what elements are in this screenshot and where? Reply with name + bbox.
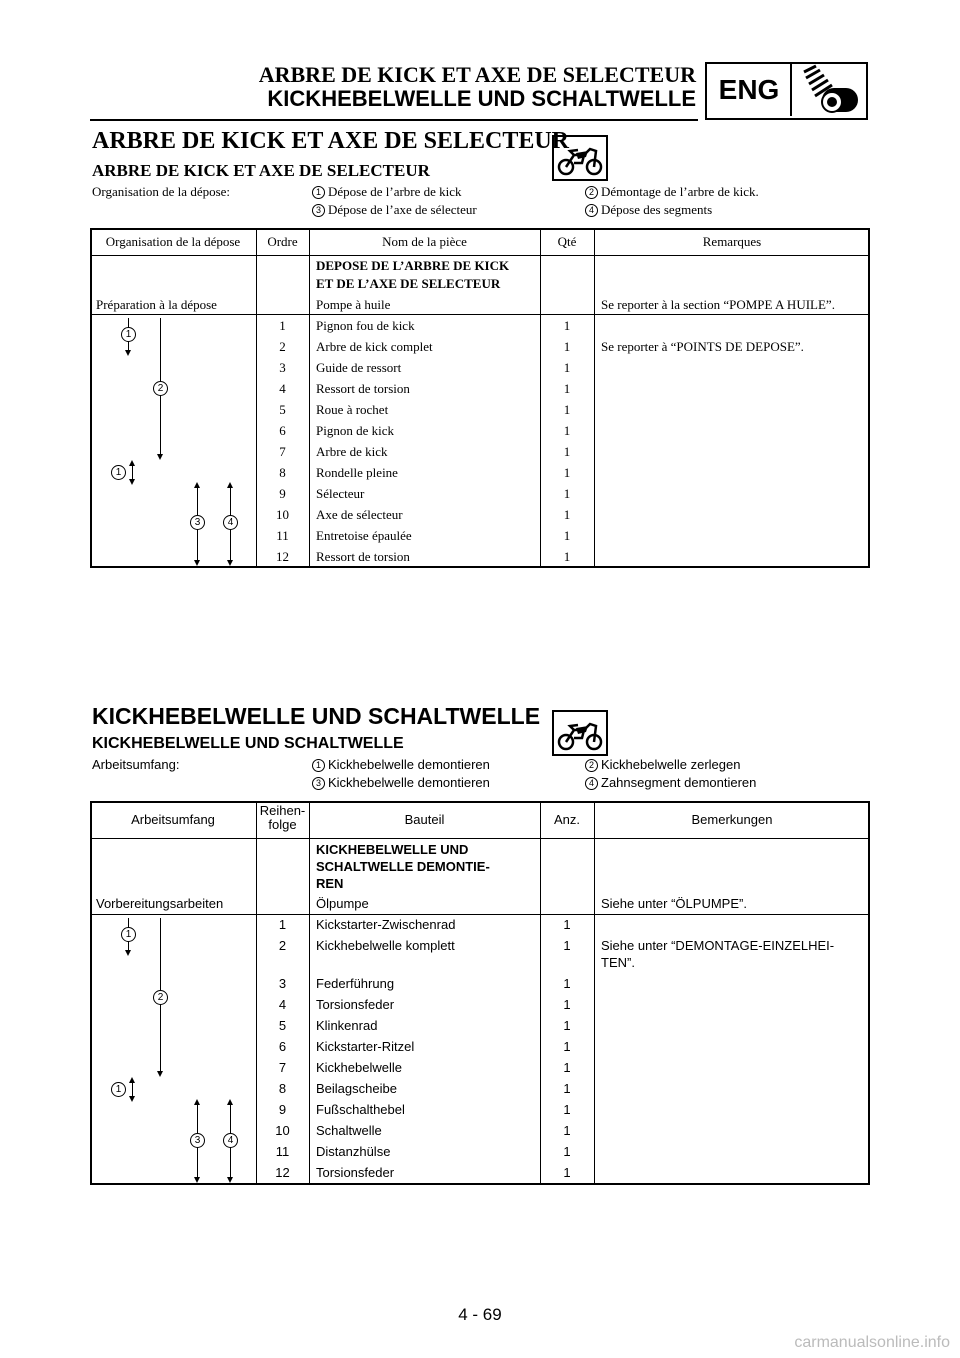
row-qty: 1 <box>563 507 571 522</box>
watermark: carmanualsonline.info <box>794 1334 950 1351</box>
row-qty: 1 <box>563 1165 571 1180</box>
arrow-down-icon <box>157 1071 163 1077</box>
marker-3: 3 <box>190 1133 205 1148</box>
row-qty: 1 <box>563 938 571 953</box>
procedure-title: REN <box>316 876 344 891</box>
row-remark-cont: TEN”. <box>601 955 635 970</box>
col-rule <box>309 801 310 1185</box>
row-qty: 1 <box>563 360 571 375</box>
row-order: 10 <box>275 1123 290 1138</box>
row-part: Guide de ressort <box>316 360 402 375</box>
row-order: 5 <box>279 402 286 417</box>
row-part: Schaltwelle <box>316 1123 382 1138</box>
section-title-de: KICKHEBELWELLE UND SCHALTWELLE <box>92 703 541 729</box>
step-text: Kickhebelwelle zerlegen <box>601 757 741 772</box>
row-part: Arbre de kick <box>316 444 388 459</box>
row-part: Entretoise épaulée <box>316 528 412 543</box>
step-number: 1 <box>312 186 325 199</box>
table-header-rule <box>90 838 870 839</box>
row-qty: 1 <box>563 976 571 991</box>
section-title-fr: ARBRE DE KICK ET AXE DE SELECTEUR <box>92 128 570 154</box>
row-qty: 1 <box>563 549 571 564</box>
table-prep-rule <box>90 914 870 915</box>
prep-label: Vorbereitungsarbeiten <box>96 896 224 911</box>
step-text: Kickhebelwelle demontieren <box>328 775 490 790</box>
row-order: 1 <box>278 917 287 932</box>
row-order: 4 <box>278 997 287 1012</box>
header-title-de: KICKHEBELWELLE UND SCHALTWELLE <box>267 86 696 111</box>
row-qty: 1 <box>563 318 571 333</box>
org-label-de: Arbeitsumfang: <box>92 757 180 772</box>
row-remark: Siehe unter “DEMONTAGE-EINZELHEI- <box>601 938 835 953</box>
arrow-down-icon <box>227 1177 233 1183</box>
marker-4: 4 <box>223 515 238 530</box>
row-part: Kickstarter-Ritzel <box>316 1039 415 1054</box>
arrow-down-icon <box>129 479 135 485</box>
col-header-remarks: Bemerkungen <box>691 812 773 827</box>
row-qty: 1 <box>563 1039 571 1054</box>
row-order: 6 <box>278 1039 287 1054</box>
prep-remark: Se reporter à la section “POMPE A HUILE”. <box>601 297 835 312</box>
row-part: Torsionsfeder <box>316 997 395 1012</box>
row-qty: 1 <box>563 1081 571 1096</box>
col-header-org: Organisation de la dépose <box>105 234 241 249</box>
row-part: Klinkenrad <box>316 1018 378 1033</box>
marker-1b: 1 <box>111 1082 126 1097</box>
header-title-fr: ARBRE DE KICK ET AXE DE SELECTEUR <box>258 62 696 87</box>
subsection-title-de: KICKHEBELWELLE UND SCHALTWELLE <box>92 735 404 752</box>
subsection-title-fr: ARBRE DE KICK ET AXE DE SELECTEUR <box>92 161 430 180</box>
row-order: 11 <box>276 528 289 543</box>
step-text: Dépose de l’arbre de kick <box>328 184 462 199</box>
table-prep-rule <box>90 314 870 315</box>
row-part: Federführung <box>316 976 395 991</box>
row-order: 3 <box>278 976 287 991</box>
row-part: Pignon fou de kick <box>316 318 415 333</box>
row-part: Torsionsfeder <box>316 1165 395 1180</box>
col-rule <box>309 228 310 568</box>
row-part: Pignon de kick <box>316 423 394 438</box>
row-part: Sélecteur <box>316 486 365 501</box>
row-part: Kickhebelwelle <box>316 1060 402 1075</box>
step-fr-2 <box>585 184 759 200</box>
arrow-down-icon <box>125 350 131 356</box>
arrow-down-icon <box>157 454 163 460</box>
procedure-title: SCHALTWELLE DEMONTIE- <box>316 859 490 874</box>
step-number: 2 <box>585 186 598 199</box>
table-header-rule <box>90 255 870 256</box>
prep-part: Pompe à huile <box>316 297 391 312</box>
step-fr-4 <box>585 202 712 218</box>
row-order: 12 <box>275 1165 290 1180</box>
arrow-down-icon <box>194 560 200 566</box>
row-order: 5 <box>278 1018 287 1033</box>
row-order: 4 <box>279 381 286 396</box>
motorcycle-icon <box>552 710 608 756</box>
arrow-down-icon <box>194 1177 200 1183</box>
step-de-2 <box>585 757 740 772</box>
row-part: Rondelle pleine <box>316 465 398 480</box>
row-part: Roue à rochet <box>316 402 389 417</box>
prep-label: Préparation à la dépose <box>96 297 217 312</box>
org-label-fr: Organisation de la dépose: <box>92 184 231 199</box>
row-order: 12 <box>276 549 289 564</box>
row-qty: 1 <box>563 1018 571 1033</box>
row-order: 11 <box>275 1144 290 1159</box>
col-header-qty: Qté <box>557 234 577 249</box>
row-qty: 1 <box>563 423 571 438</box>
col-header-order: Ordre <box>267 234 298 249</box>
col-header-order-1: Reihen- <box>259 803 306 818</box>
step-number: 4 <box>585 204 598 217</box>
step-fr-1 <box>312 184 462 200</box>
row-order: 7 <box>279 444 286 459</box>
row-part: Ressort de torsion <box>316 381 410 396</box>
row-qty: 1 <box>563 528 571 543</box>
step-number: 3 <box>312 777 325 790</box>
step-text: Zahnsegment demontieren <box>601 775 757 790</box>
row-remark: Se reporter à “POINTS DE DEPOSE”. <box>601 339 804 354</box>
col-header-org: Arbeitsumfang <box>131 812 215 827</box>
row-qty: 1 <box>563 465 571 480</box>
procedure-title: ET DE L’AXE DE SELECTEUR <box>316 276 501 291</box>
arrow-down-icon <box>227 560 233 566</box>
step-text: Dépose des segments <box>601 202 713 217</box>
step-number: 2 <box>585 759 598 772</box>
step-de-4 <box>585 775 756 790</box>
row-part: Kickhebelwelle komplett <box>316 938 455 953</box>
row-qty: 1 <box>563 444 571 459</box>
row-qty: 1 <box>563 1102 571 1117</box>
eng-badge-label: ENG <box>708 64 792 116</box>
col-header-order-2: folge <box>268 817 297 832</box>
row-qty: 1 <box>563 381 571 396</box>
row-part: Kickstarter-Zwischenrad <box>316 917 456 932</box>
step-text: Dépose de l’axe de sélecteur <box>328 202 477 217</box>
col-header-part: Nom de la pièce <box>382 234 467 249</box>
arrow-line <box>132 465 133 479</box>
row-order: 3 <box>279 360 286 375</box>
row-qty: 1 <box>563 339 571 354</box>
marker-3: 3 <box>190 515 205 530</box>
row-qty: 1 <box>563 1060 571 1075</box>
marker-4: 4 <box>223 1133 238 1148</box>
row-order: 8 <box>278 1081 287 1096</box>
step-de-1 <box>312 757 490 772</box>
row-qty: 1 <box>563 1123 571 1138</box>
col-header-part: Bauteil <box>404 812 445 827</box>
row-part: Fußschalthebel <box>316 1102 405 1117</box>
col-rule <box>594 801 595 1185</box>
step-number: 4 <box>585 777 598 790</box>
step-text: Démontage de l’arbre de kick. <box>601 184 759 199</box>
row-order: 9 <box>279 486 286 501</box>
marker-2: 2 <box>153 381 168 396</box>
procedure-title: DEPOSE DE L’ARBRE DE KICK <box>316 258 510 273</box>
row-part: Axe de sélecteur <box>316 507 403 522</box>
row-order: 2 <box>279 339 286 354</box>
arrow-down-icon <box>125 950 131 956</box>
prep-remark: Siehe unter “ÖLPUMPE”. <box>601 896 747 911</box>
marker-1b: 1 <box>111 465 126 480</box>
col-rule <box>594 228 595 568</box>
step-fr-3 <box>312 202 477 218</box>
col-header-remarks: Remarques <box>702 234 762 249</box>
row-part: Ressort de torsion <box>316 549 410 564</box>
engine-spring-icon <box>794 64 866 118</box>
row-order: 1 <box>279 318 286 333</box>
header-divider <box>90 119 698 121</box>
row-part: Distanzhülse <box>316 1144 391 1159</box>
page-number: 4 - 69 <box>458 1305 502 1324</box>
motorcycle-icon <box>552 135 608 181</box>
row-part: Beilagscheibe <box>316 1081 397 1096</box>
prep-part: Ölpumpe <box>316 896 369 911</box>
marker-1: 1 <box>121 327 136 342</box>
row-qty: 1 <box>563 997 571 1012</box>
procedure-title: KICKHEBELWELLE UND <box>316 842 469 857</box>
row-qty: 1 <box>563 917 571 932</box>
row-order: 7 <box>278 1060 287 1075</box>
row-order: 2 <box>278 938 287 953</box>
marker-2: 2 <box>153 990 168 1005</box>
row-order: 9 <box>278 1102 287 1117</box>
col-header-qty: Anz. <box>553 812 580 827</box>
step-de-3 <box>312 775 490 790</box>
row-qty: 1 <box>563 486 571 501</box>
row-part: Arbre de kick complet <box>316 339 433 354</box>
row-order: 6 <box>279 423 286 438</box>
step-text: Kickhebelwelle demontieren <box>328 757 490 772</box>
marker-1: 1 <box>121 927 136 942</box>
step-number: 1 <box>312 759 325 772</box>
row-order: 8 <box>279 465 286 480</box>
arrow-line <box>132 1082 133 1096</box>
row-qty: 1 <box>563 402 571 417</box>
row-qty: 1 <box>563 1144 571 1159</box>
arrow-down-icon <box>129 1096 135 1102</box>
row-order: 10 <box>276 507 289 522</box>
step-number: 3 <box>312 204 325 217</box>
